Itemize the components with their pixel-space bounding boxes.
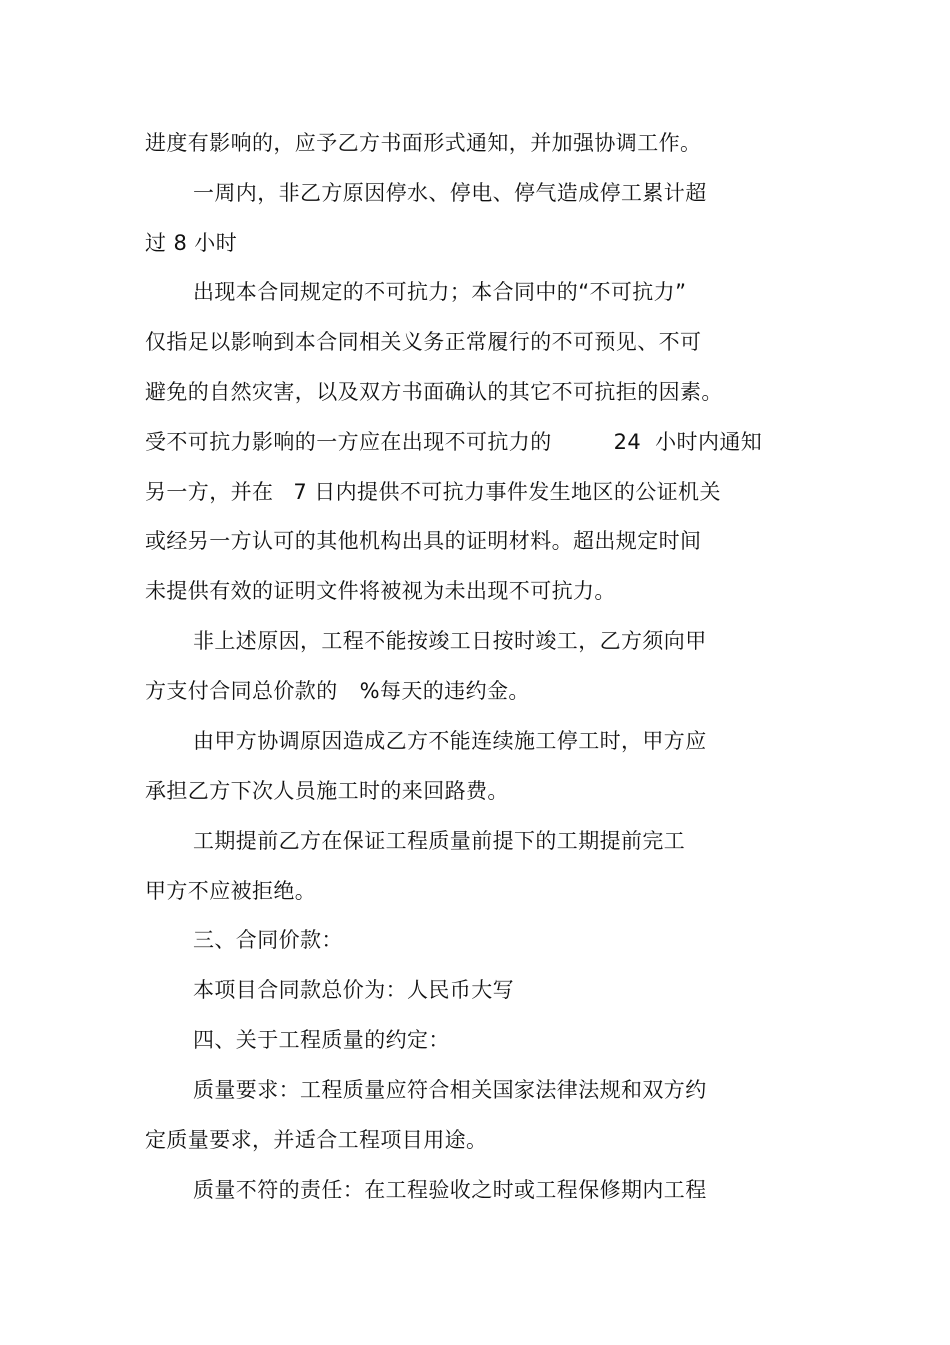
text-segment: 小时内通知: [655, 430, 763, 454]
text-line-18: 本项目合同款总价为：人民币大写: [193, 978, 514, 1002]
text-line-2: 一周内，非乙方原因停水、停电、停气造成停工累计超: [193, 181, 707, 205]
text-line-8: [145, 477, 721, 507]
text-line-14: 承担乙方下次人员施工时的来回路费。: [145, 779, 509, 803]
text-segment: 受不可抗力影响的一方应在出现不可抗力的: [145, 430, 552, 454]
text-line-13: 由甲方协调原因造成乙方不能连续施工停工时，甲方应: [193, 729, 707, 753]
text-segment: %每天的违约金。: [359, 679, 530, 703]
text-line-19: 四、关于工程质量的约定：: [193, 1028, 450, 1052]
text-line-11: 非上述原因，工程不能按竣工日按时竣工，乙方须向甲: [193, 629, 707, 653]
text-line-5: 仅指足以影响到本合同相关义务正常履行的不可预见、不可: [145, 330, 702, 354]
text-segment: 方支付合同总价款的: [145, 679, 338, 703]
text-line-1: 进度有影响的，应予乙方书面形式通知，并加强协调工作。: [145, 131, 702, 155]
text-line-17: 三、合同价款：: [193, 928, 343, 952]
text-line-4: 出现本合同规定的不可抗力；本合同中的“不可抗力”: [193, 280, 687, 304]
text-line-12: [145, 676, 530, 706]
text-number: 24: [613, 430, 642, 454]
text-line-3: 过 8 小时: [145, 231, 238, 255]
text-segment: 另一方，并在: [145, 480, 274, 504]
text-line-10: 未提供有效的证明文件将被视为未出现不可抗力。: [145, 579, 616, 603]
text-line-20: 质量要求：工程质量应符合相关国家法律法规和双方约: [193, 1078, 707, 1102]
text-line-16: 甲方不应被拒绝。: [145, 879, 317, 903]
text-segment: 7 日内提供不可抗力事件发生地区的公证机关: [293, 480, 721, 504]
text-line-6: 避免的自然灾害，以及双方书面确认的其它不可抗拒的因素。: [145, 380, 723, 404]
text-line-9: 或经另一方认可的其他机构出具的证明材料。超出规定时间: [145, 529, 702, 553]
text-line-15: 工期提前乙方在保证工程质量前提下的工期提前完工: [193, 829, 686, 853]
text-line-22: 质量不符的责任：在工程验收之时或工程保修期内工程: [193, 1178, 707, 1202]
text-line-21: 定质量要求，并适合工程项目用途。: [145, 1128, 488, 1152]
text-line-7: [145, 427, 762, 457]
